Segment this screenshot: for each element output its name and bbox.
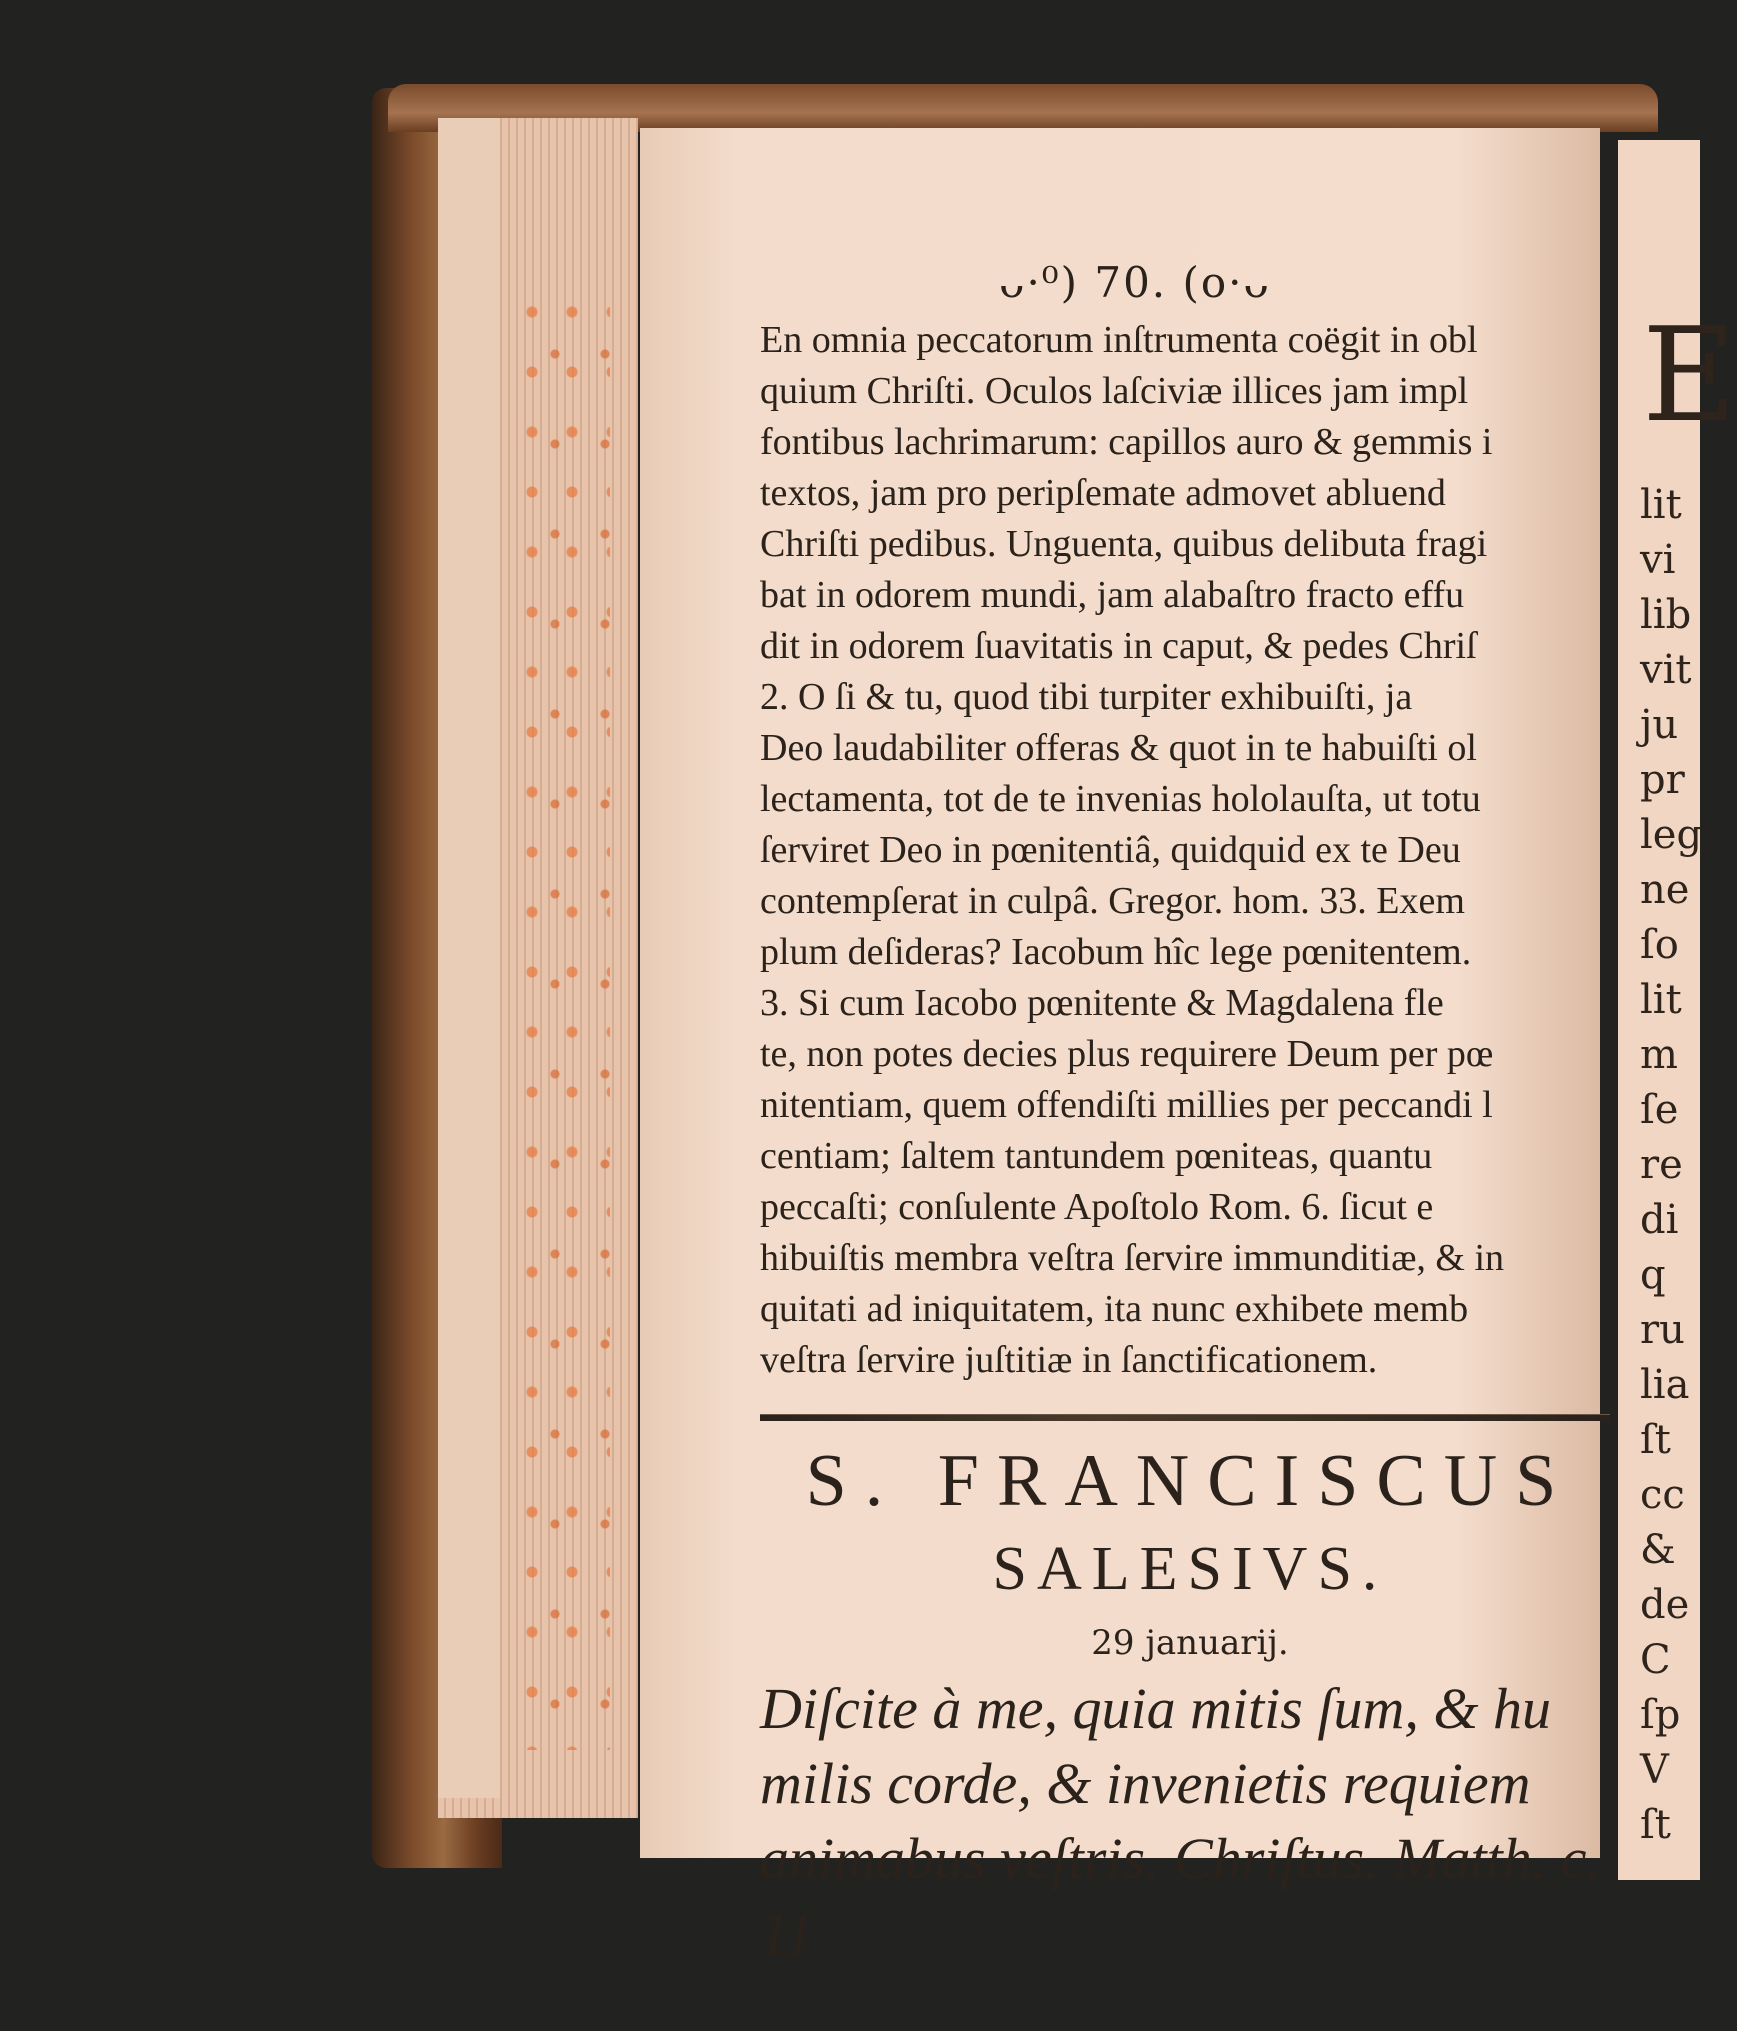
next-page-word: lia bbox=[1640, 1362, 1690, 1408]
next-page-word: m bbox=[1640, 1032, 1678, 1078]
next-page-word: ſt bbox=[1640, 1417, 1671, 1463]
divider-rule bbox=[760, 1414, 1610, 1421]
next-page-word: & bbox=[1640, 1527, 1676, 1573]
next-page-word: leg bbox=[1640, 812, 1703, 858]
next-page-word: ru bbox=[1640, 1307, 1685, 1353]
saint-subtitle: SALESIVS. bbox=[992, 1535, 1388, 1603]
next-page-initial: E bbox=[1642, 299, 1737, 451]
next-page-word: lib bbox=[1640, 592, 1692, 638]
left-page bbox=[640, 128, 1601, 1966]
next-page-word: ſt bbox=[1640, 1802, 1671, 1848]
saint-title: S. FRANCISCUS bbox=[805, 1440, 1575, 1522]
next-page-word: lit bbox=[1640, 482, 1682, 528]
next-page-word: vi bbox=[1640, 537, 1676, 583]
next-page-word: C bbox=[1640, 1637, 1671, 1683]
next-page-word: vit bbox=[1640, 647, 1692, 693]
next-page-word: re bbox=[1640, 1142, 1683, 1188]
next-page-word: ne bbox=[1640, 867, 1690, 913]
right-page-fragment bbox=[1618, 140, 1737, 1880]
body-text: En omnia peccatorum inſtrumenta coëgit in obl quium Chriſti. Oculos laſciviæ illices jam impl fontibus lachrimarum: capillos auro & gemmis i textos, jam pro peripſemate admovet abluend Chriſti pedibus. Unguenta, quibus delibuta fragi bat in odorem mundi, jam alabaſtro fracto effu dit in odorem ſuavitatis in caput, & pedes Chriſ 2. O ſi & tu, quod tibi turpiter exhibuiſti, ja Deo laudabiliter offeras & quot in te habuiſti ol lectamenta, tot de te invenias hololauſta, ut totu ſerviret Deo in pœnitentiâ, quidquid ex te Deu contempſerat in culpâ. Gregor. hom. 33. Exem plum deſideras? Iacobum hîc lege pœnitentem. 3. Si cum Iacobo pœnitente & Magdalena fle te, non potes decies plus requirere Deum per pœ nitentiam, quem offendiſti millies per peccandi l centiam; ſaltem tantundem pœniteas, quantu peccaſti; conſulente Apoſtolo Rom. 6. ſicut e hibuiſtis membra veſtra ſervire immunditiæ, & in quitati ad iniquitatem, ita nunc exhibete memb veſtra ſervire juſtitiæ in ſanctificationem. bbox=[760, 319, 1505, 1381]
next-page-word: ſo bbox=[1640, 922, 1679, 968]
page-content bbox=[760, 258, 1620, 1971]
page-header: ᴗ·⁰) 70. (o·ᴗ bbox=[999, 258, 1271, 307]
scripture-quote: Diſcite à me, quia mitis ſum, & hu milis corde, & invenietis requiem animabus veſtris. Chriſtus. Matth. c. 11 bbox=[760, 1676, 1601, 1966]
next-page-word: de bbox=[1640, 1582, 1690, 1628]
next-page-word: q bbox=[1640, 1252, 1666, 1298]
next-page-word: cc bbox=[1640, 1472, 1685, 1518]
feast-date: 29 januarij. bbox=[1091, 1623, 1289, 1663]
next-page-word: di bbox=[1640, 1197, 1679, 1243]
red-edge-stain bbox=[520, 300, 610, 1750]
next-page-word: ſp bbox=[1640, 1692, 1681, 1738]
flyleaf bbox=[438, 118, 500, 1798]
next-page-word: pr bbox=[1640, 757, 1685, 803]
next-page-word: V bbox=[1640, 1747, 1669, 1793]
next-page-word: ju bbox=[1640, 702, 1679, 748]
next-page-word: ſe bbox=[1640, 1087, 1679, 1133]
next-page-word: lit bbox=[1640, 977, 1682, 1023]
